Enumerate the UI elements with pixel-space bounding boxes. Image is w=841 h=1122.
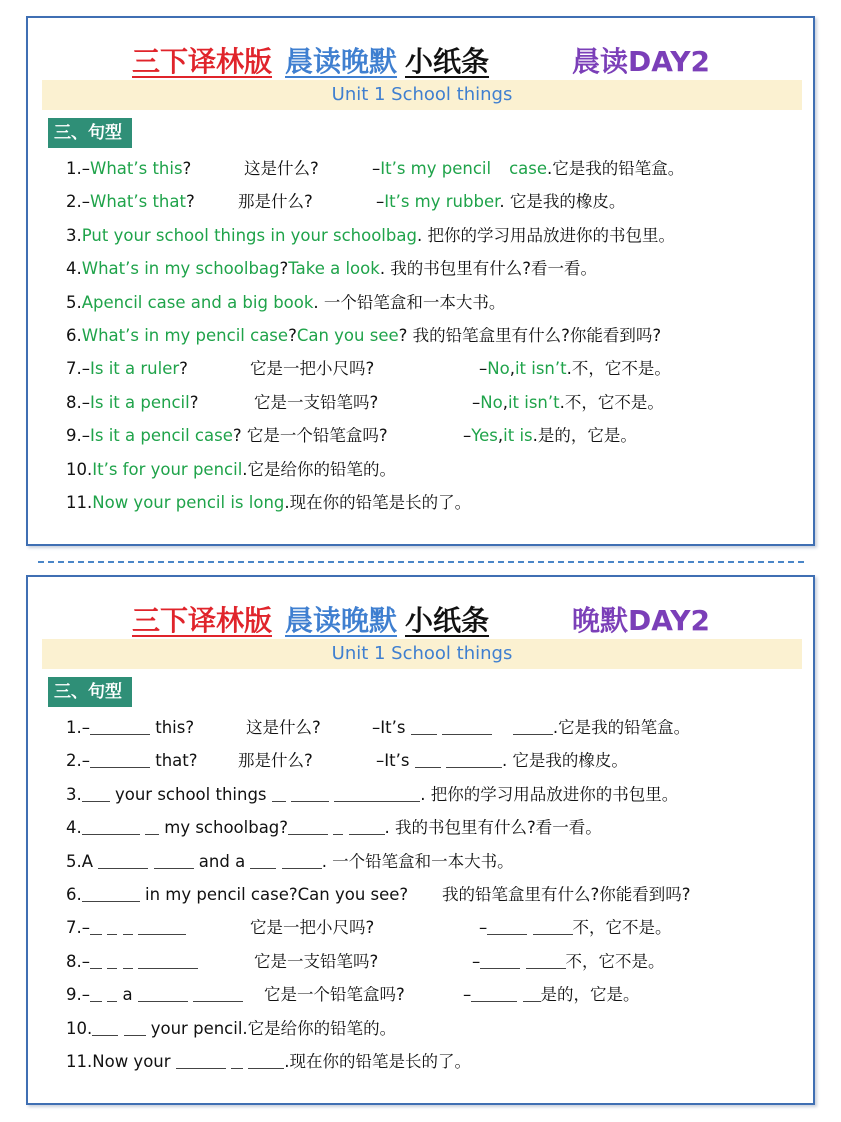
answer-blank[interactable] [248, 1054, 284, 1069]
answer-blank[interactable] [138, 954, 198, 969]
answer-blank[interactable] [442, 720, 492, 735]
title-grade-edition: 三下译林版 [132, 45, 273, 78]
answer-blank[interactable] [250, 854, 276, 869]
sentence-line: 7.–Is it a ruler? 它是一把小尺吗? –No,it isn’t.不，它不是。 [66, 359, 671, 379]
answer-blank[interactable] [145, 820, 159, 835]
fill-in-line: 3. your school things . 把你的学习用品放进你的书包里。 [66, 784, 679, 804]
answer-blank[interactable] [124, 1021, 146, 1036]
answer-blank[interactable] [107, 954, 117, 969]
sentence-line: 5.Apencil case and a big book. 一个铅笔盒和一本大书。 [66, 292, 506, 312]
fill-in-line: 2.– that? 那是什么? –It’s . 它是我的橡皮。 [66, 751, 628, 771]
answer-blank[interactable] [526, 954, 566, 969]
answer-blank[interactable] [533, 920, 573, 935]
answer-blank[interactable] [90, 720, 150, 735]
card-title [28, 599, 813, 639]
answer-blank[interactable] [411, 720, 437, 735]
sentence-line: 9.–Is it a pencil case? 它是一个铅笔盒吗? –Yes,it is.是的，它是。 [66, 426, 637, 446]
answer-blank[interactable] [82, 887, 140, 902]
title-note-slip: 小纸条 [405, 604, 490, 637]
sentence-line: 11.Now your pencil is long.现在你的铅笔是长的了。 [66, 492, 472, 512]
answer-blank[interactable] [123, 954, 133, 969]
fill-in-line: 9.– a 它是一个铅笔盒吗? – 是的，它是。 [66, 985, 640, 1005]
answer-blank[interactable] [471, 987, 517, 1002]
answer-blank[interactable] [272, 787, 286, 802]
fill-in-line: 6. in my pencil case?Can you see? 我的铅笔盒里有什么?你能看到吗? [66, 884, 691, 904]
answer-blank[interactable] [513, 720, 553, 735]
fill-in-line: 11.Now your .现在你的铅笔是长的了。 [66, 1051, 472, 1071]
answer-blank[interactable] [176, 1054, 226, 1069]
fill-in-line: 7.– 它是一把小尺吗? – 不，它不是。 [66, 918, 672, 938]
answer-blank[interactable] [107, 920, 117, 935]
answer-blank[interactable] [90, 954, 102, 969]
answer-blank[interactable] [82, 787, 110, 802]
unit-title: Unit 1 School things [42, 80, 802, 110]
day-label: 晚默DAY2 [572, 604, 710, 637]
sentence-line: 3.Put your school things in your schoolbag. 把你的学习用品放进你的书包里。 [66, 225, 675, 245]
answer-blank[interactable] [90, 753, 150, 768]
answer-blank[interactable] [333, 820, 343, 835]
answer-blank[interactable] [415, 753, 441, 768]
fill-in-list [66, 711, 803, 1078]
evening-dictation-card [26, 575, 815, 1105]
fill-in-line: 1.– this? 这是什么? –It’s .它是我的铅笔盒。 [66, 718, 691, 737]
answer-blank[interactable] [446, 753, 502, 768]
unit-title: Unit 1 School things [42, 639, 802, 669]
title-read-recite: 晨读晚默 [285, 45, 398, 78]
morning-reading-card [26, 16, 815, 546]
title-grade-edition: 三下译林版 [132, 604, 273, 637]
answer-blank[interactable] [487, 920, 527, 935]
sentence-list [66, 152, 803, 519]
answer-blank[interactable] [92, 1021, 118, 1036]
sentence-line: 10.It’s for your pencil.它是给你的铅笔的。 [66, 459, 397, 479]
day-label: 晨读DAY2 [572, 45, 710, 78]
sentence-line: 6.What’s in my pencil case?Can you see? 我的铅笔盒里有什么?你能看到吗? [66, 325, 662, 345]
fill-in-line: 8.– 它是一支铅笔吗? – 不，它不是。 [66, 951, 665, 971]
sentence-line: 2.–What’s that? 那是什么? –It’s my rubber. 它是我的橡皮。 [66, 192, 626, 212]
answer-blank[interactable] [154, 854, 194, 869]
answer-blank[interactable] [98, 854, 148, 869]
title-note-slip: 小纸条 [405, 45, 490, 78]
section-tag: 三、句型 [48, 677, 132, 707]
answer-blank[interactable] [480, 954, 520, 969]
answer-blank[interactable] [138, 920, 186, 935]
sentence-line: 8.–Is it a pencil? 它是一支铅笔吗? –No,it isn’t.不，它不是。 [66, 392, 664, 412]
answer-blank[interactable] [291, 787, 329, 802]
fill-in-line: 10. your pencil.它是给你的铅笔的。 [66, 1018, 397, 1038]
answer-blank[interactable] [349, 820, 385, 835]
fill-in-line: 5.A and a . 一个铅笔盒和一本大书。 [66, 851, 514, 871]
answer-blank[interactable] [288, 820, 328, 835]
answer-blank[interactable] [90, 987, 102, 1002]
answer-blank[interactable] [138, 987, 188, 1002]
title-read-recite: 晨读晚默 [285, 604, 398, 637]
answer-blank[interactable] [282, 854, 322, 869]
section-tag: 三、句型 [48, 118, 132, 148]
answer-blank[interactable] [523, 987, 541, 1002]
answer-blank[interactable] [231, 1054, 243, 1069]
sentence-line: 4.What’s in my schoolbag?Take a look. 我的书包里有什么?看一看。 [66, 259, 598, 279]
answer-blank[interactable] [123, 920, 133, 935]
answer-blank[interactable] [334, 787, 420, 802]
answer-blank[interactable] [82, 820, 140, 835]
answer-blank[interactable] [193, 987, 243, 1002]
fill-in-line: 4. my schoolbag? . 我的书包里有什么?看一看。 [66, 818, 602, 838]
answer-blank[interactable] [107, 987, 117, 1002]
cut-line [38, 561, 804, 563]
card-title [28, 40, 813, 80]
sentence-line: 1.–What’s this? 这是什么? –It’s my pencil case.它是我的铅笔盒。 [66, 159, 685, 178]
answer-blank[interactable] [90, 920, 102, 935]
